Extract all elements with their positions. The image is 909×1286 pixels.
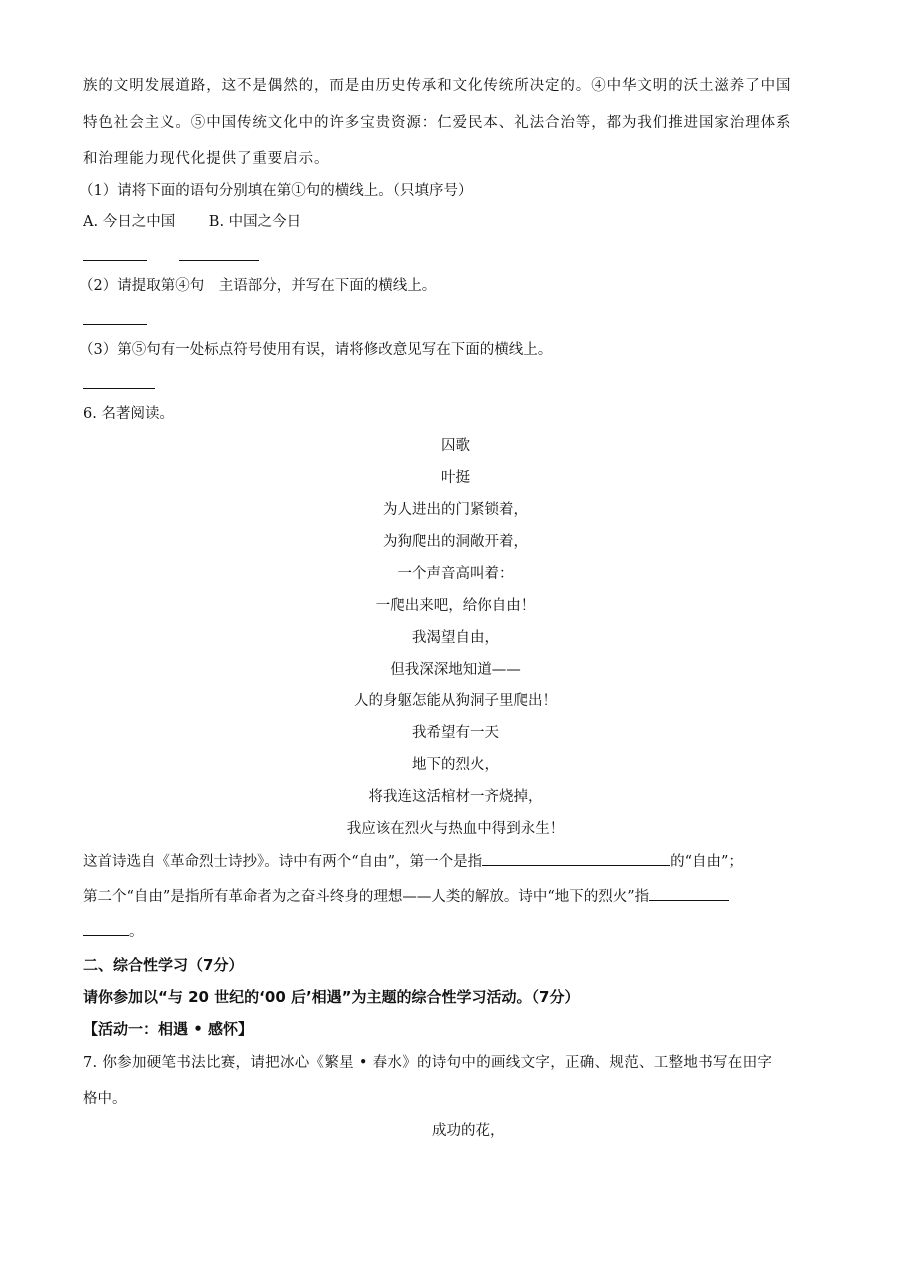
question-7-line-2: 格中。 (83, 1091, 127, 1107)
analysis-text-a: 这首诗选自《革命烈士诗抄》。诗中有两个“自由”，第一个是指 (83, 854, 483, 870)
poem-line: 为狗爬出的洞敞开着， (383, 534, 528, 550)
exam-page (79, 0, 828, 1286)
question-6-heading: 6. 名著阅读。 (83, 406, 174, 422)
question-3-prompt: （3）第⑤句有一处标点符号使用有误，请将修改意见写在下面的横线上。 (79, 342, 553, 358)
answer-blank-1a[interactable] (83, 260, 147, 261)
answer-blank-fire-a[interactable] (649, 886, 729, 901)
poem-author: 叶挺 (441, 470, 470, 486)
poem-title: 囚歌 (441, 438, 470, 454)
poem-line: 地下的烈火， (412, 757, 499, 773)
answer-blank-1b[interactable] (179, 260, 259, 261)
poem-line: 为人进出的门紧锁着， (383, 502, 528, 518)
answer-blank-fire-b[interactable] (83, 921, 129, 936)
poem-line: 我渴望自由， (412, 630, 499, 646)
analysis-line-1 (83, 851, 743, 872)
question-1-prompt: （1）请将下面的语句分别填在第①句的横线上。（只填序号） (79, 183, 473, 199)
section-2-heading: 二、综合性学习（7分） (83, 956, 244, 974)
passage-line-2: 特色社会主义。⑤中国传统文化中的许多宝贵资源：仁爱民本、礼法合治等，都为我们推进国家治理体系 (83, 115, 792, 131)
poem-line: 人的身躯怎能从狗洞子里爬出！ (354, 693, 557, 709)
analysis-line-3 (83, 921, 144, 942)
answer-blank-freedom[interactable] (482, 851, 670, 866)
activity-1-heading: 【活动一：相遇 • 感怀】 (83, 1020, 254, 1038)
analysis-text-b: 的“自由”； (670, 854, 743, 870)
passage-line-3: 和治理能力现代化提供了重要启示。 (83, 151, 330, 167)
poem-line: 我希望有一天 (412, 725, 499, 741)
question-1-options: A. 今日之中国 B. 中国之今日 (83, 214, 302, 230)
poem-line: 将我连这活棺材一齐烧掉， (368, 789, 543, 805)
analysis-line-2 (83, 886, 729, 907)
question-7-line-1: 7. 你参加硬笔书法比赛，请把冰心《繁星 • 春水》的诗句中的画线文字，正确、规范、工整地书写在田字 (83, 1055, 773, 1071)
answer-blank-2[interactable] (83, 324, 147, 325)
question-2-prompt: （2）请提取第④句 主语部分，并写在下面的横线上。 (79, 278, 437, 294)
poem-2-line-1: 成功的花， (432, 1123, 505, 1139)
passage-line-1: 族的文明发展道路，这不是偶然的，而是由历史传承和文化传统所决定的。④中华文明的沃土滋养了中国 (83, 78, 792, 94)
analysis-end: 。 (129, 924, 144, 940)
analysis-text-c: 第二个“自由”是指所有革命者为之奋斗终身的理想——人类的解放。诗中“地下的烈火”指 (83, 889, 650, 905)
activity-intro: 请你参加以“与 20 世纪的‘00 后’相遇”为主题的综合性学习活动。（7分） (83, 988, 580, 1006)
poem-line: 我应该在烈火与热血中得到永生！ (346, 821, 565, 837)
poem-line: 一个声音高叫着： (397, 566, 514, 582)
answer-blank-3[interactable] (83, 388, 155, 389)
poem-line: 但我深深地知道—— (390, 662, 521, 678)
poem-line: 一爬出来吧，给你自由！ (375, 598, 536, 614)
